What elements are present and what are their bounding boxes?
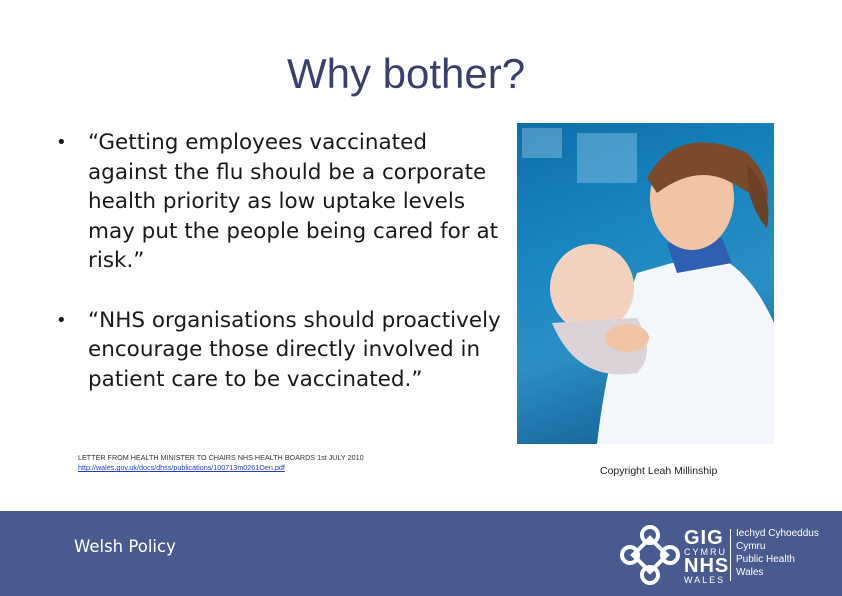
bullet-item: [56, 306, 511, 395]
photo-caption: Copyright Leah Millinship: [600, 465, 718, 477]
logo-right-line: Public Health: [736, 554, 795, 565]
celtic-knot-icon: [620, 525, 680, 585]
logo-right-line: Iechyd Cyhoeddus: [736, 528, 819, 539]
bullet-list: [56, 128, 511, 394]
bullet-dot-icon: •: [56, 309, 67, 331]
reference-link[interactable]: http://wales.gov.uk/docs/dhss/publications/100713m0261Oen.pdf: [78, 463, 285, 472]
footer-label: Welsh Policy: [74, 537, 176, 556]
bullet-item: [56, 128, 511, 276]
logo-wales: WALES: [684, 575, 726, 585]
slide-title: Why bother?: [286, 50, 526, 97]
reference: [78, 453, 498, 473]
logo-gig: GIG: [684, 527, 724, 549]
logo-divider: [730, 529, 731, 581]
logo-nhs: NHS: [684, 555, 730, 577]
photo-illustration: [517, 123, 774, 444]
logo-cymru: CYMRU: [684, 547, 727, 557]
bullet-text: “NHS organisations should proactively encourage those directly involved in patient care to be vaccinated.”: [88, 307, 501, 392]
logo-right-line: Cymru: [736, 541, 766, 552]
bullet-text: “Getting employees vaccinated against the flu should be a corporate health priority as low uptake levels may put the people being cared for at risk.”: [88, 130, 499, 273]
bullet-dot-icon: •: [56, 132, 67, 153]
footer-bar: [0, 511, 842, 596]
logo-right-text: [736, 527, 819, 579]
logo-right-line: Wales: [736, 567, 764, 578]
nhs-wales-logo: [620, 525, 830, 585]
reference-line: LETTER FROM HEALTH MINISTER TO CHAIRS NHS HEALTH BOARDS 1st JULY 2010: [78, 453, 364, 462]
nurse-with-baby-photo: [517, 123, 774, 444]
